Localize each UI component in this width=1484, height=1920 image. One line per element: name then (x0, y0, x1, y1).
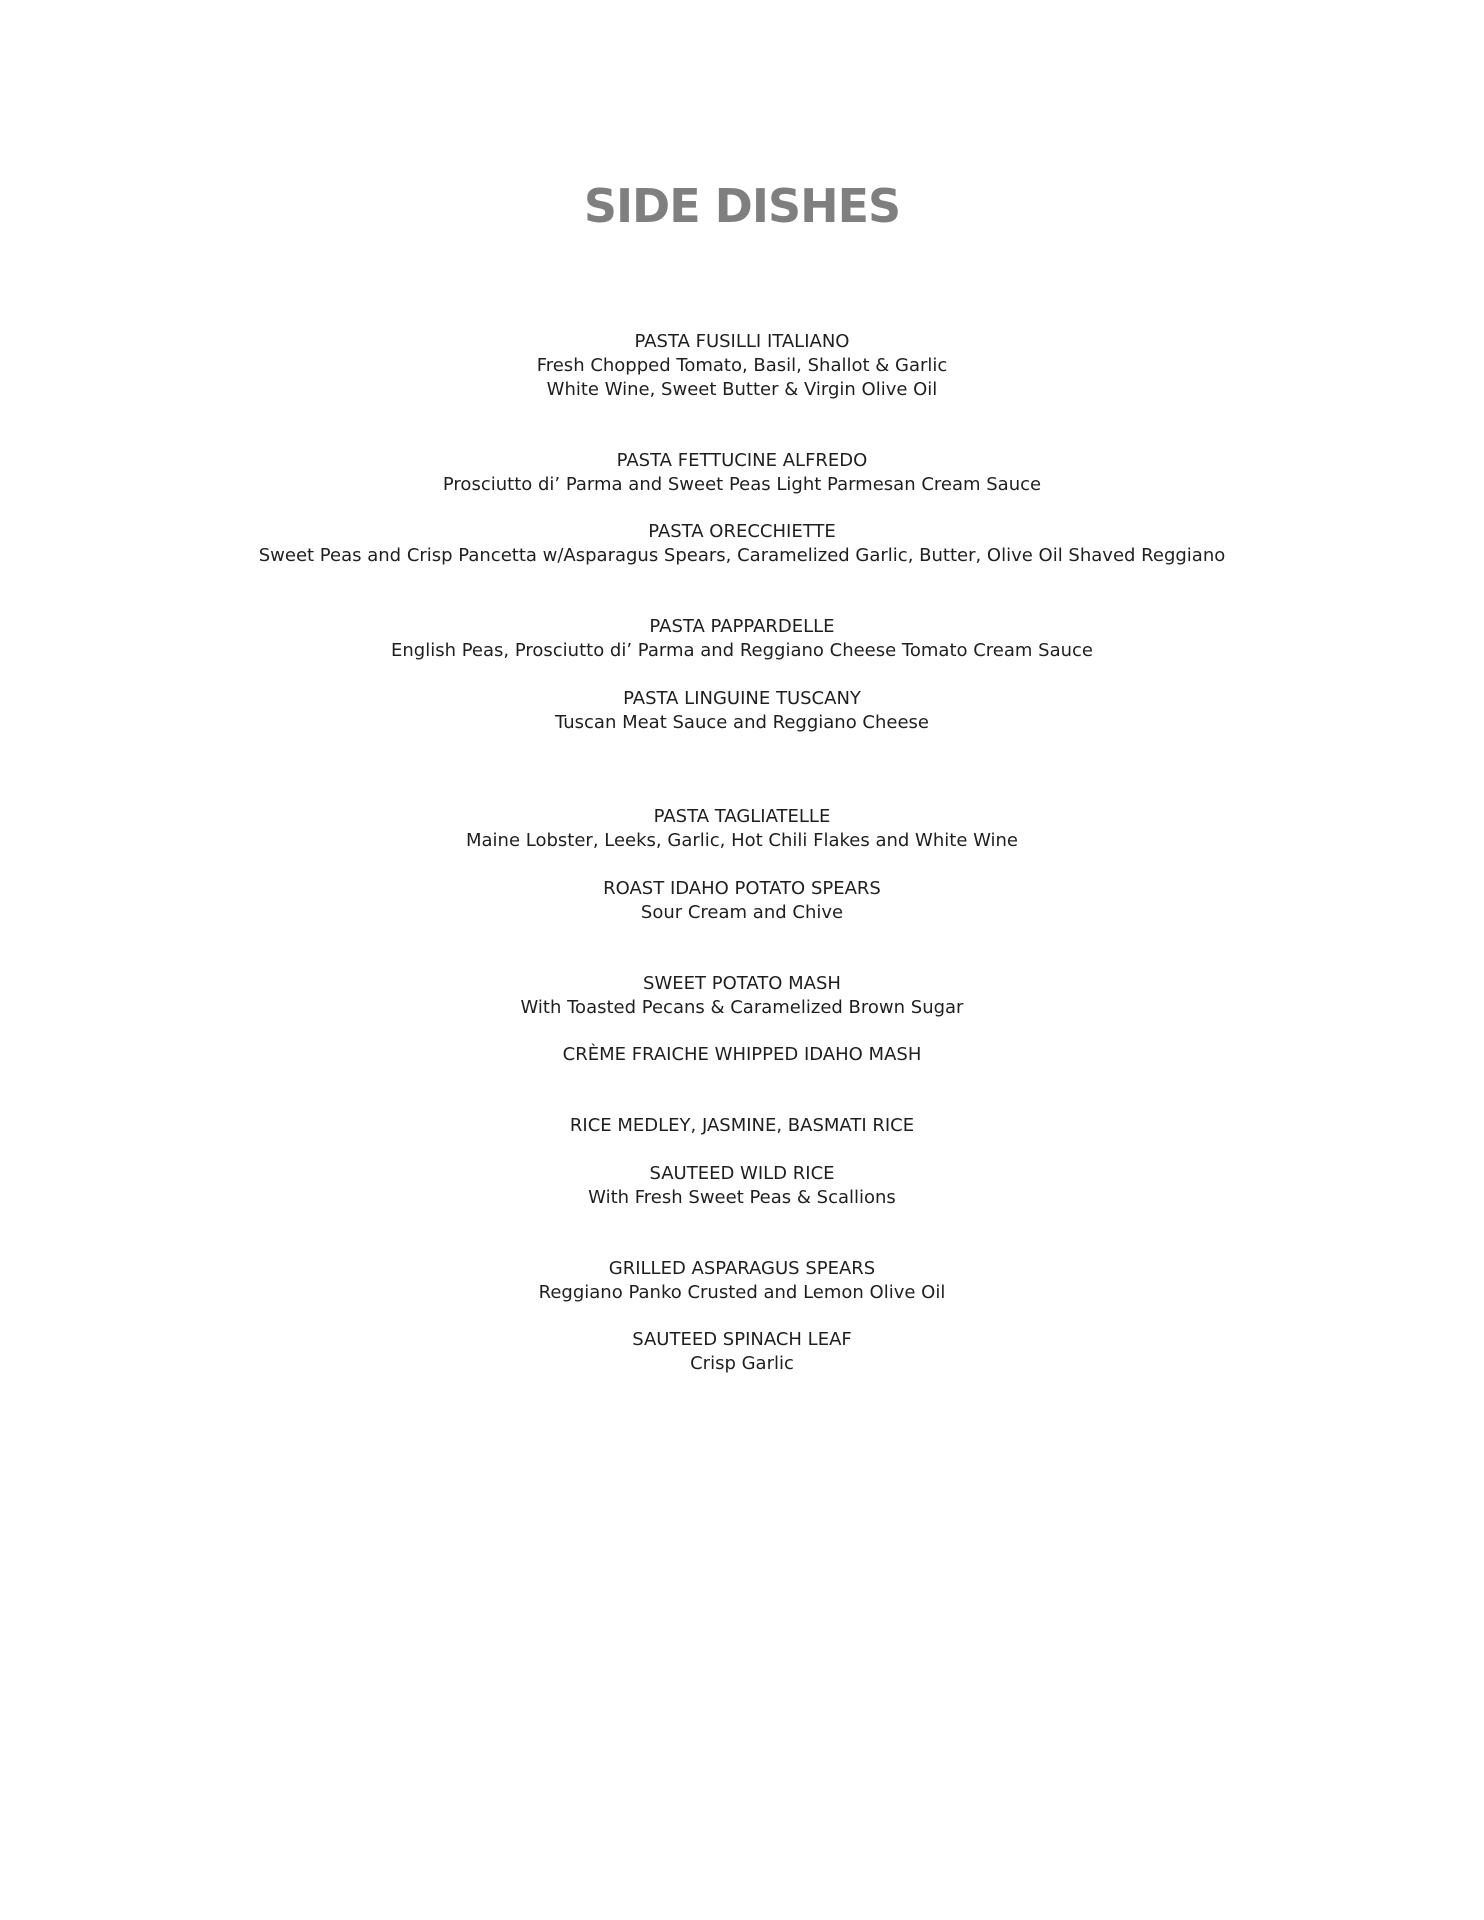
menu-item-pasta-tagliatelle (0, 805, 1484, 853)
menu-item-rice-medley (0, 1114, 1484, 1138)
menu-item-name: RICE MEDLEY, JASMINE, BASMATI RICE (569, 1115, 915, 1136)
menu-item-description: Reggiano Panko Crusted and Lemon Olive Oil (538, 1282, 946, 1303)
menu-item-name: GRILLED ASPARAGUS SPEARS (608, 1258, 876, 1279)
menu-item-name: ROAST IDAHO POTATO SPEARS (603, 878, 881, 899)
menu-item-description: Maine Lobster, Leeks, Garlic, Hot Chili Flakes and White Wine (466, 830, 1018, 851)
menu-item-sauteed-spinach-leaf (0, 1328, 1484, 1376)
menu-item-description: Prosciutto di’ Parma and Sweet Peas Light Parmesan Cream Sauce (442, 474, 1042, 495)
menu-item-name: PASTA LINGUINE TUSCANY (623, 688, 861, 709)
menu-item-sauteed-wild-rice (0, 1162, 1484, 1210)
menu-item-name: SAUTEED SPINACH LEAF (632, 1329, 852, 1350)
menu-item-description: Fresh Chopped Tomato, Basil, Shallot & Garlic (536, 355, 948, 376)
menu-item-pasta-linguine-tuscany (0, 687, 1484, 735)
menu-item-description: Sour Cream and Chive (640, 902, 844, 923)
menu-item-description: With Toasted Pecans & Caramelized Brown Sugar (520, 997, 964, 1018)
menu-item-sweet-potato-mash (0, 972, 1484, 1020)
menu-item-pasta-fusilli-italiano (0, 330, 1484, 402)
menu-item-roast-idaho-potato-spears (0, 877, 1484, 925)
menu-item-name: SAUTEED WILD RICE (649, 1163, 835, 1184)
page-title: SIDE DISHES (583, 179, 901, 233)
menu-item-name: PASTA TAGLIATELLE (653, 806, 831, 827)
menu-item-pasta-fettucine-alfredo (0, 449, 1484, 497)
menu-item-description: With Fresh Sweet Peas & Scallions (588, 1187, 896, 1208)
menu-item-creme-fraiche-whipped-idaho-mash (0, 1043, 1484, 1067)
menu-item-description: Crisp Garlic (690, 1353, 794, 1374)
menu-item-name: PASTA FETTUCINE ALFREDO (616, 450, 868, 471)
menu-item-description: Tuscan Meat Sauce and Reggiano Cheese (554, 712, 930, 733)
menu-item-name: PASTA ORECCHIETTE (648, 521, 836, 542)
menu-item-name: PASTA FUSILLI ITALIANO (634, 331, 850, 352)
menu-item-pasta-orecchiette (0, 520, 1484, 568)
menu-item-description: Sweet Peas and Crisp Pancetta w/Asparagus Spears, Caramelized Garlic, Butter, Olive Oil Shaved Reggiano (258, 545, 1226, 566)
menu-item-name: PASTA PAPPARDELLE (649, 616, 835, 637)
menu-item-name: CRÈME FRAICHE WHIPPED IDAHO MASH (562, 1044, 922, 1065)
menu-item-description: White Wine, Sweet Butter & Virgin Olive Oil (546, 379, 938, 400)
menu-item-description: English Peas, Prosciutto di’ Parma and Reggiano Cheese Tomato Cream Sauce (390, 640, 1094, 661)
menu-item-grilled-asparagus-spears (0, 1257, 1484, 1305)
menu-item-pasta-pappardelle (0, 615, 1484, 663)
menu-item-name: SWEET POTATO MASH (643, 973, 841, 994)
